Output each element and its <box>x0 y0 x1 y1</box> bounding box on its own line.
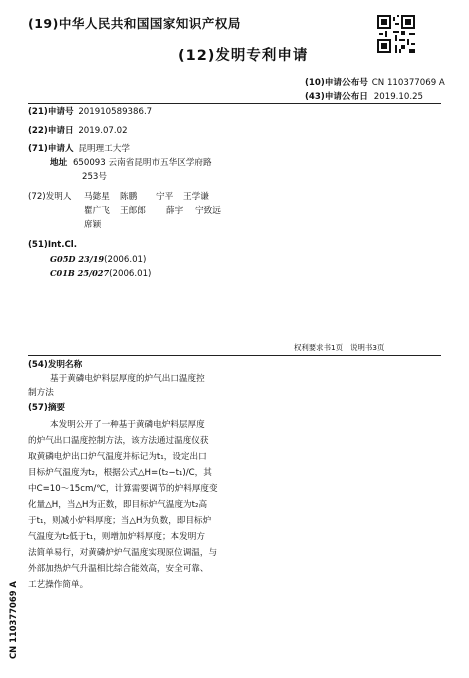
filing-date-value: 2019.07.02 <box>78 126 128 136</box>
inventors-row-1 <box>84 190 209 204</box>
filing-date-label: (22)申请日 <box>28 126 74 136</box>
address-row <box>50 156 212 170</box>
doc-type-title: (12)发明专利申请 <box>178 48 309 64</box>
filing-date-row <box>28 124 128 138</box>
abstract-label: (57)摘要 <box>28 403 66 413</box>
inventor-name: 席颖 <box>84 220 102 230</box>
abstract-line: 外部加热炉气升温相比综合能效高，安全可靠、 <box>28 564 209 574</box>
pub-no-value: CN 110377069 A <box>371 78 445 88</box>
invention-name-label: (54)发明名称 <box>28 360 83 370</box>
abstract-line: 气温度为t₂低于t₁，则增加炉料厚度；本发明方 <box>28 532 205 542</box>
intcl-version: (2006.01) <box>109 269 152 279</box>
applicant-value: 昆明理工大学 <box>78 144 130 154</box>
office-title: (19)中华人民共和国国家知识产权局 <box>28 16 241 31</box>
inventor-name: 薛宇 <box>166 206 184 216</box>
abstract-line: 取黄磷电炉出口炉气温度并标记为t₁，设定出口 <box>28 452 207 462</box>
intcl-row <box>50 266 151 281</box>
invention-name-line2: 制方法 <box>28 388 54 398</box>
invention-name-line1: 基于黄磷电炉料层厚度的炉气出口温度控 <box>50 374 205 384</box>
abstract-line: 本发明公开了一种基于黄磷电炉料层厚度 <box>50 420 205 430</box>
inventor-name: 宁平 <box>156 192 174 202</box>
applicant-label: (71)申请人 <box>28 144 74 154</box>
intcl-code: G05D 23/19 <box>50 254 105 264</box>
section-rule <box>28 355 441 356</box>
applicant-row <box>28 142 130 156</box>
abstract-line: 的炉气出口温度控制方法，该方法通过温度仪获 <box>28 436 209 446</box>
inventor-name: 陈鹏 <box>120 192 138 202</box>
spine-text: CN 110377069 A <box>8 581 18 659</box>
qr-code-icon <box>377 15 415 53</box>
intcl-label: (51)Int.Cl. <box>28 240 78 250</box>
intcl-row <box>50 252 146 267</box>
intcl-version: (2006.01) <box>104 255 147 265</box>
abstract-line: 工艺操作简单。 <box>28 580 89 590</box>
app-no-label: (21)申请号 <box>28 107 74 117</box>
app-no-row <box>28 105 152 119</box>
inventor-name: 宁致远 <box>195 206 221 216</box>
page-counts: 权利要求书1页 说明书3页 <box>294 343 385 352</box>
app-no-value: 201910589386.7 <box>78 107 153 117</box>
intcl-code: C01B 25/027 <box>50 268 110 278</box>
publication-number <box>305 76 445 88</box>
inventor-name: 瞿广飞 <box>84 206 110 216</box>
address-line1: 650093 云南省昆明市五华区学府路 <box>72 158 212 168</box>
abstract-line: 法简单易行，对黄磷炉炉气温度实现原位调温，与 <box>28 548 218 558</box>
pub-date-value: 2019.10.25 <box>373 92 424 102</box>
abstract-line: 于t₁，则减小炉料厚度；当△H为负数，即目标炉 <box>28 516 212 526</box>
address-label: 地址 <box>50 158 68 168</box>
inventor-name: 王学谦 <box>183 192 209 202</box>
inventor-name: 马懿星 <box>84 192 110 202</box>
abstract-line: 目标炉气温度为t₂，根据公式△H=(t₂−t₁)/C，其 <box>28 468 212 478</box>
spine-publication-number <box>2 580 24 660</box>
publication-date <box>305 90 423 102</box>
inventors-row-2 <box>84 204 221 218</box>
address-line2: 253号 <box>82 172 107 182</box>
header-rule <box>28 103 441 104</box>
pub-no-label: (10)申请公布号 <box>305 78 368 88</box>
inventor-name: 王郎郎 <box>120 206 146 216</box>
abstract-line: 化量△H，当△H为正数，即目标炉气温度为t₂高 <box>28 500 208 510</box>
abstract-line: 中C=10～15cm/℃，计算需要调节的炉料厚度变 <box>28 484 218 494</box>
inventors-row-3 <box>84 218 101 232</box>
pub-date-label: (43)申请公布日 <box>305 92 368 102</box>
inventors-label: (72)发明人 <box>28 192 72 202</box>
